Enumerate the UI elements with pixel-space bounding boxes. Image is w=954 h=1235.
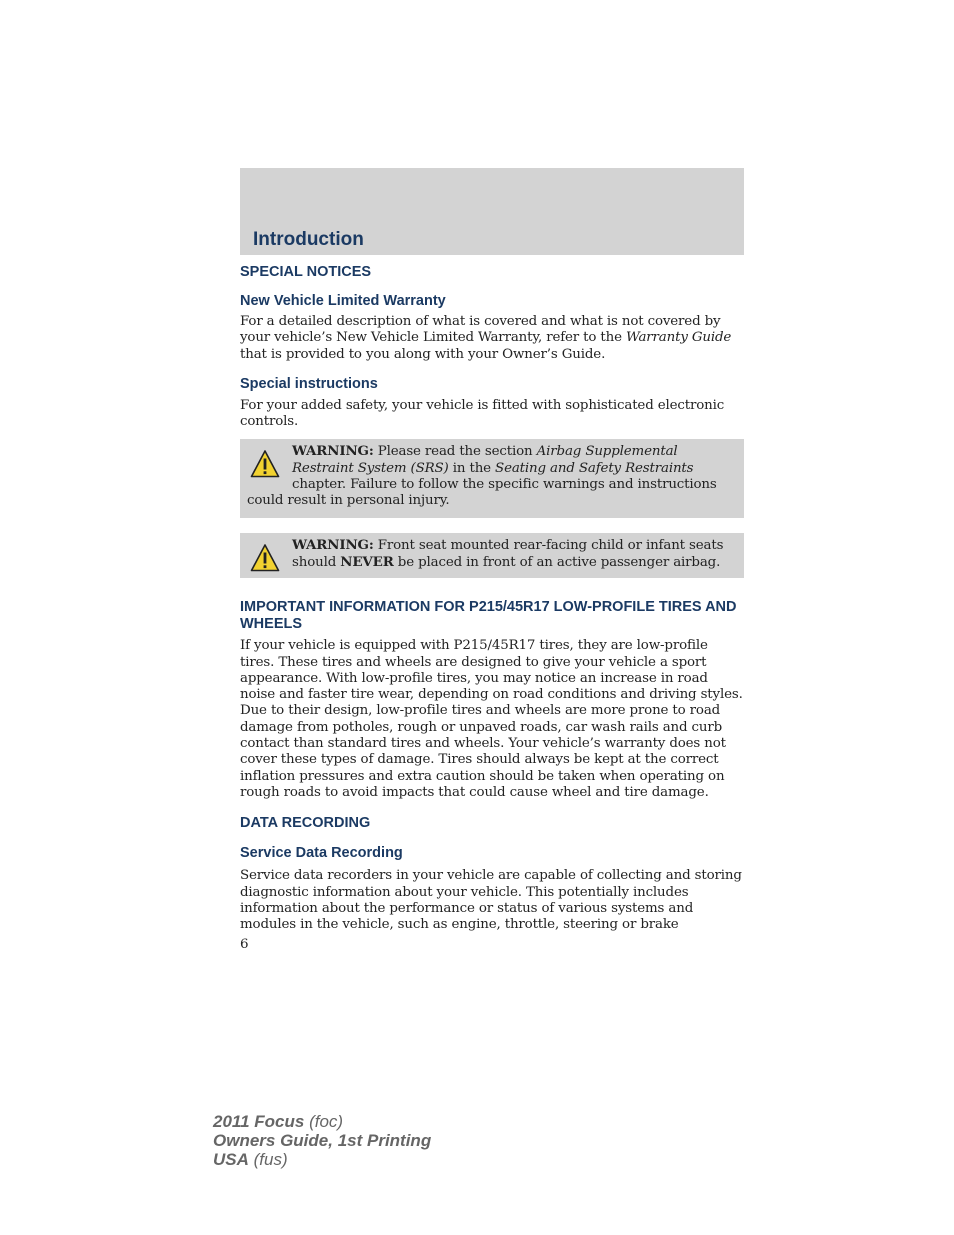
airbag-section-reference: Airbag Supplemental Restraint System (SRS) — [292, 444, 678, 476]
warranty-text-2: that is provided to you along with your Owner’s Guide. — [240, 346, 606, 362]
footer-model-code: (foc) — [304, 1112, 344, 1131]
warning1-text-2: in the — [448, 460, 496, 476]
warranty-text-1: For a detailed description of what is covered and what is not covered by your vehicle’s New Vehicle Limited Warranty, refer to the — [240, 314, 721, 346]
warning1-text-3: chapter. Failure to follow the specific warnings and instructions could result in personal injury. — [247, 477, 717, 509]
warning1-text-1: Please read the section — [373, 444, 537, 460]
section-header-band — [240, 168, 744, 255]
page-content — [240, 264, 744, 952]
service-data-paragraph: Service data recorders in your vehicle are capable of collecting and storing diagnostic information about your vehicle. This potentially includes information about the performance or status of various systems and modules in the vehicle, such as engine, throttle, steering or brake — [240, 868, 742, 933]
footer-line-3 — [213, 1150, 431, 1169]
warning-label: WARNING: — [292, 443, 374, 460]
page-number: 6 — [240, 937, 249, 953]
footer-printing: Owners Guide, 1st Printing — [213, 1131, 432, 1150]
warning-box-child-seat — [240, 533, 744, 579]
warning-triangle-icon — [250, 543, 280, 573]
seating-chapter-reference: Seating and Safety Restraints — [495, 460, 694, 476]
warning2-text-2: be placed in front of an active passenger airbag. — [393, 554, 721, 570]
warning-airbag-text — [247, 443, 728, 509]
section-title: Introduction — [253, 229, 364, 250]
warning2-text-1: Front seat mounted rear-facing child or infant seats should — [292, 537, 724, 570]
footer-line-2 — [213, 1131, 431, 1150]
document-footer — [213, 1112, 431, 1169]
warning-child-seat-text — [247, 537, 728, 572]
tires-heading: IMPORTANT INFORMATION FOR P215/45R17 LOW-PROFILE TIRES AND WHEELS — [240, 599, 737, 633]
warranty-guide-reference: Warranty Guide — [626, 330, 732, 346]
footer-model: 2011 Focus — [213, 1112, 305, 1131]
warning-label: WARNING: — [292, 536, 374, 553]
never-emphasis: NEVER — [340, 553, 394, 570]
warning-triangle-icon — [250, 449, 280, 479]
warranty-heading: New Vehicle Limited Warranty — [240, 293, 446, 309]
tires-paragraph: If your vehicle is equipped with P215/45R17 tires, they are low-profile tires. These tires and wheels are designed to give your vehicle a sport appearance. With low-profile tires, you may notice an increase in road noise and faster tire wear, depending on road conditions and driving styles. Due to their design, low-profile tires and wheels are more prone to road damage from potholes, rough or unpaved roads, car wash rails and curb contact than standard tires and wheels. Your vehicle’s warranty does not cover these types of damage. Tires should always be kept at the correct inflation pressures and extra caution should be taken when operating on rough roads to avoid impacts that could cause wheel and tire damage. — [240, 638, 743, 800]
special-instructions-heading: Special instructions — [240, 375, 378, 392]
service-data-recording-heading: Service Data Recording — [240, 845, 403, 862]
warranty-paragraph — [240, 314, 744, 363]
footer-line-1 — [213, 1112, 431, 1131]
special-instructions-paragraph: For your added safety, your vehicle is fitted with sophisticated electronic controls. — [240, 397, 725, 430]
warning-box-airbag — [240, 439, 744, 517]
special-notices-heading: SPECIAL NOTICES — [240, 264, 372, 280]
data-recording-heading: DATA RECORDING — [240, 815, 371, 832]
footer-market-code: (fus) — [248, 1150, 288, 1169]
footer-market: USA — [213, 1150, 249, 1169]
